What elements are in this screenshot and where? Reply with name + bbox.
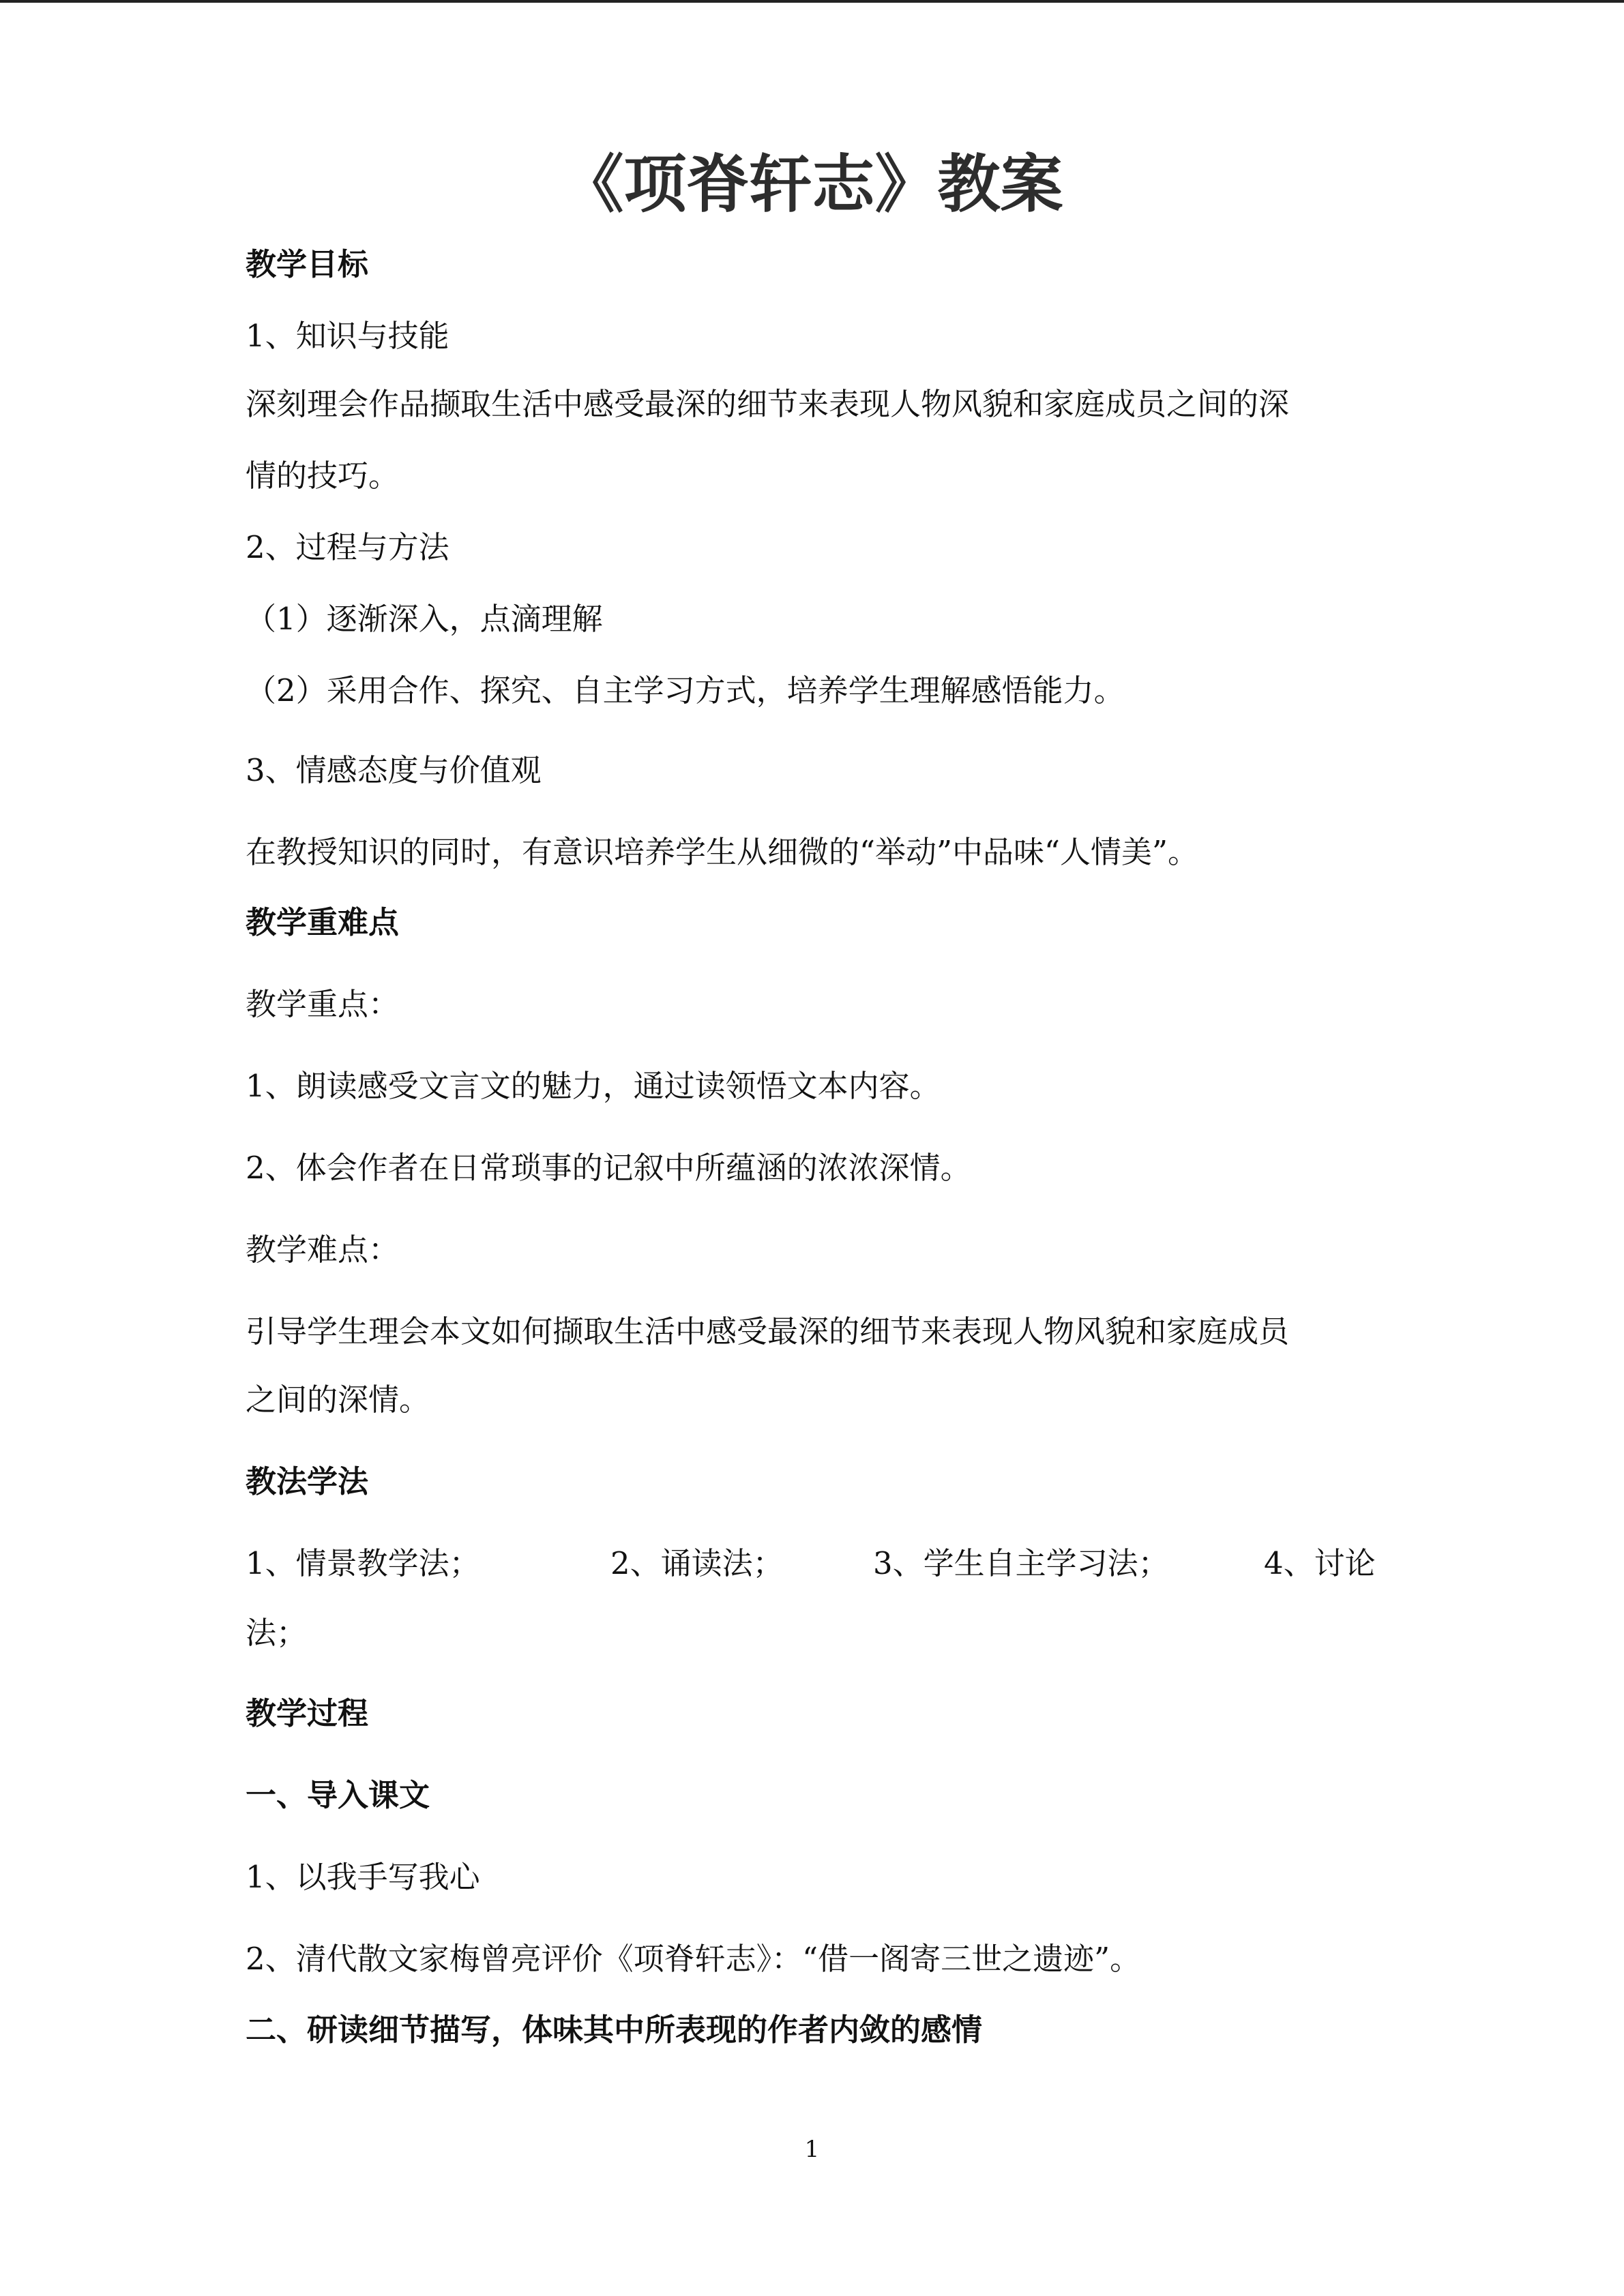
- document-title: 《项脊轩志》教案: [561, 147, 1063, 221]
- objective-2-sub-1: （1）逐渐深入，点滴理解: [246, 601, 603, 637]
- focus-item-2: 2、体会作者在日常琐事的记叙中所蕴涵的浓浓深情。: [246, 1150, 971, 1186]
- difficulty-text-line-1: 引导学生理会本文如何撷取生活中感受最深的细节来表现人物风貌和家庭成员: [246, 1313, 1290, 1350]
- process-section-2: 二、研读细节描写，体味其中所表现的作者内敛的感情: [246, 2012, 983, 2048]
- method-4: 4、讨论: [1264, 1545, 1376, 1581]
- objective-3-label: 3、情感态度与价值观: [246, 752, 542, 788]
- objective-1-text-line-2: 情的技巧。: [246, 458, 400, 494]
- heading-key-points: 教学重难点: [246, 904, 400, 940]
- objective-2-sub-2: （2）采用合作、探究、自主学习方式，培养学生理解感悟能力。: [246, 672, 1125, 709]
- focus-label: 教学重点：: [246, 986, 400, 1022]
- difficulty-label: 教学难点：: [246, 1232, 400, 1268]
- top-border-line: [0, 0, 1624, 3]
- process-section-1: 一、导入课文: [246, 1777, 430, 1813]
- section-1-item-1: 1、以我手写我心: [246, 1859, 480, 1895]
- method-3: 3、学生自主学习法；: [873, 1545, 1169, 1581]
- objective-3-text: 在教授知识的同时，有意识培养学生从细微的“举动”中品味“人情美”。: [246, 834, 1199, 870]
- method-4-continued: 法；: [246, 1615, 308, 1651]
- page-number: 1: [804, 2136, 820, 2163]
- objective-1-label: 1、知识与技能: [246, 318, 449, 354]
- method-2: 2、诵读法；: [610, 1545, 784, 1581]
- methods-row: [246, 1543, 1378, 1584]
- objective-2-label: 2、过程与方法: [246, 529, 449, 565]
- focus-item-1: 1、朗读感受文言文的魅力，通过读领悟文本内容。: [246, 1068, 941, 1104]
- heading-objectives: 教学目标: [246, 246, 369, 282]
- heading-methods: 教法学法: [246, 1463, 369, 1500]
- method-1: 1、情景教学法；: [246, 1545, 480, 1581]
- difficulty-text-line-2: 之间的深情。: [246, 1382, 430, 1418]
- heading-process: 教学过程: [246, 1695, 369, 1731]
- section-1-item-2: 2、清代散文家梅曾亮评价《项脊轩志》：“借一阁寄三世之遗迹”。: [246, 1941, 1141, 1977]
- objective-1-text-line-1: 深刻理会作品撷取生活中感受最深的细节来表现人物风貌和家庭成员之间的深: [246, 386, 1290, 422]
